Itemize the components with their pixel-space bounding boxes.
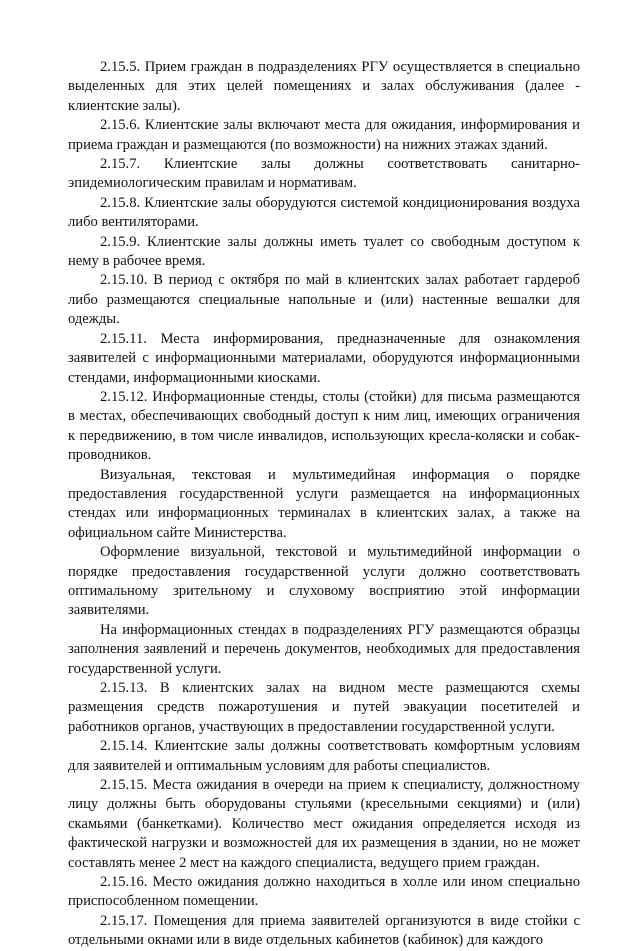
paragraph-2-15-9: 2.15.9. Клиентские залы должны иметь туалет со свободным доступом к нему в рабочее время. <box>68 233 580 270</box>
paragraph-info-stands: На информационных стендах в подразделениях РГУ размещаются образцы заполнения заявлений и перечень документов, необходимых для предоставления государственной услуги. <box>68 621 580 677</box>
paragraph-2-15-15: 2.15.15. Места ожидания в очереди на прием к специалисту, должностному лицу должны быть оборудованы стульями (кресельными секциями) и (или) скамьями (банкетками). Количество мест ожидания определяется исходя из фактической нагрузки и возможностей для их размещения в здании, но не может составлять менее 2 мест на каждого специалиста, ведущего прием граждан. <box>68 777 580 871</box>
paragraph-2-15-10: 2.15.10. В период с октября по май в клиентских залах работает гардероб либо размещаются специальные напольные и (или) настенные вешалки для одежды. <box>68 272 580 328</box>
paragraph-2-15-13: 2.15.13. В клиентских залах на видном месте размещаются схемы размещения средств пожаротушения и путей эвакуации посетителей и работников органов, участвующих в предоставлении государственной услуги. <box>68 680 580 735</box>
document-page <box>68 58 580 951</box>
paragraph-2-15-16: 2.15.16. Место ожидания должно находиться в холле или ином специально приспособленном помещении. <box>68 874 580 910</box>
paragraph-2-15-12: 2.15.12. Информационные стенды, столы (стойки) для письма размещаются в местах, обеспечивающих свободный доступ к ним лиц, имеющих ограничения к передвижению, в том числе инвалидов, использующих кресла-коляски и собак-проводников. <box>68 388 580 464</box>
paragraph-info-design: Оформление визуальной, текстовой и мультимедийной информации о порядке предоставления государственной услуги должно соответствовать оптимальному зрительному и слуховому восприятию этой информации заявителями. <box>68 544 580 619</box>
paragraph-2-15-5: 2.15.5. Прием граждан в подразделениях РГУ осуществляется в специально выделенных для этих целей помещениях и залах обслуживания (далее - клиентские залы). <box>68 59 580 114</box>
paragraph-2-15-7: 2.15.7. Клиентские залы должны соответствовать санитарно-эпидемиологическим правилам и нормативам. <box>68 156 580 192</box>
paragraph-2-15-17: 2.15.17. Помещения для приема заявителей организуются в виде стойки с отдельными окнами или в виде отдельных кабинетов (кабинок) для каждого <box>68 912 580 949</box>
paragraph-2-15-6: 2.15.6. Клиентские залы включают места для ожидания, информирования и приема граждан и размещаются (по возможности) на нижних этажах зданий. <box>68 117 580 153</box>
paragraph-visual-info: Визуальная, текстовая и мультимедийная информация о порядке предоставления государственной услуги размещается на информационных стендах или информационных терминалах в клиентских залах, а также на официальном сайте Министерства. <box>68 466 580 541</box>
paragraph-2-15-11: 2.15.11. Места информирования, предназначенные для ознакомления заявителей с информационными материалами, оборудуются информационными стендами, информационными киосками. <box>68 330 580 386</box>
paragraph-2-15-8: 2.15.8. Клиентские залы оборудуются системой кондиционирования воздуха либо вентиляторами. <box>68 194 580 231</box>
paragraph-2-15-14: 2.15.14. Клиентские залы должны соответствовать комфортным условиям для заявителей и оптимальным условиям для работы специалистов. <box>68 738 580 774</box>
